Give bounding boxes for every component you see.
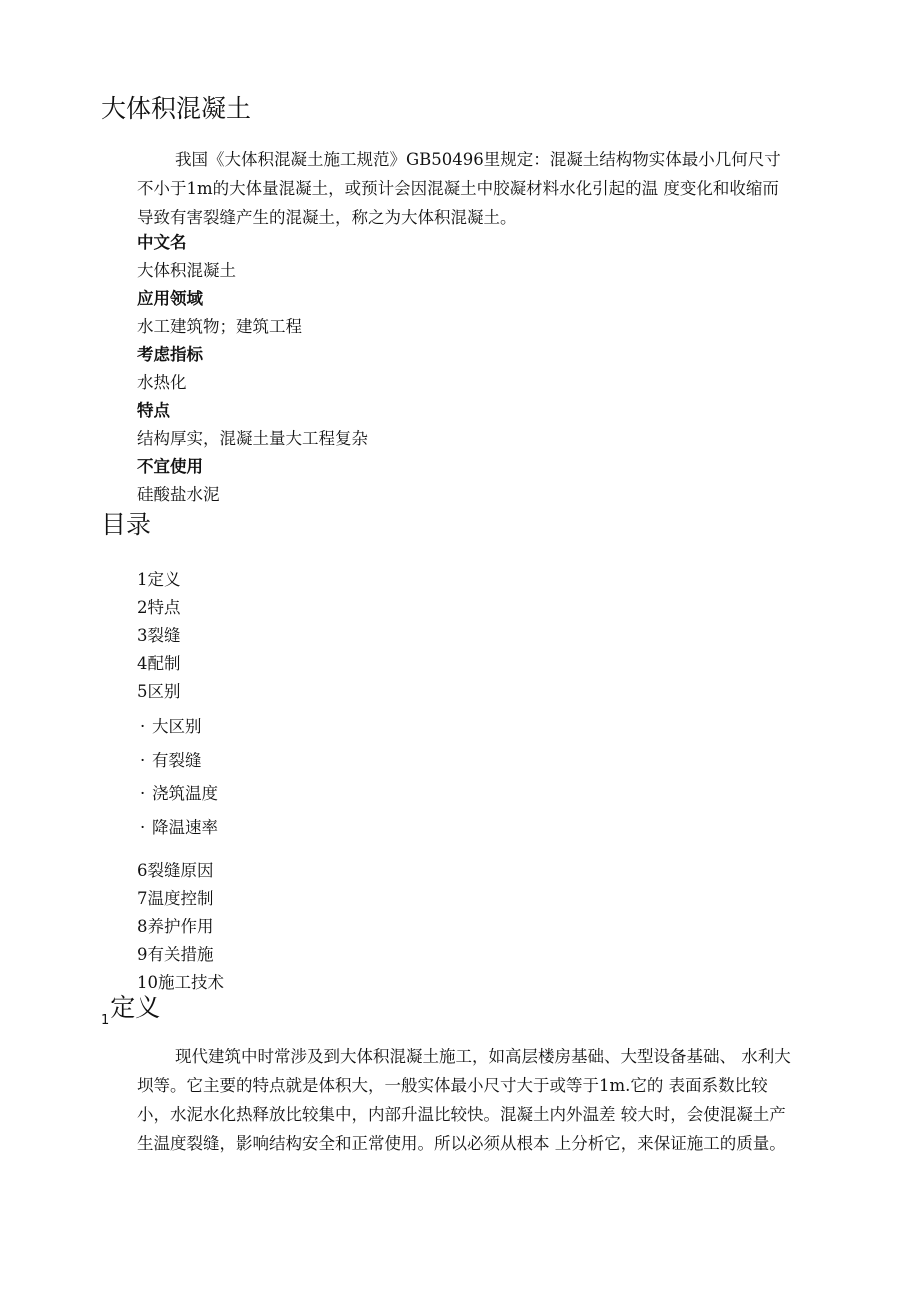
toc-heading: 目录: [101, 510, 152, 539]
info-label: 特点: [137, 401, 170, 420]
section-number: 1: [101, 1013, 110, 1028]
toc-subitem-label: 降温速率: [152, 817, 218, 837]
toc-subitem-label: 大区别: [152, 717, 202, 736]
toc-item-curing[interactable]: 8养护作用: [137, 917, 214, 936]
toc-item-definition[interactable]: 1定义: [137, 570, 181, 589]
toc-subitem[interactable]: [137, 816, 537, 850]
info-label: 中文名: [137, 233, 187, 252]
info-label: 应用领域: [137, 289, 203, 308]
bullet-icon: ·: [140, 750, 146, 770]
intro-paragraph: 我国《大体积混凝土施工规范》GB50496里规定：混凝土结构物实体最小几何尺寸不小于1m的大体量混凝土，或预计会因混凝土中胶凝材料水化引起的温 度变化和收缩而导致有害裂缝产生的混凝土，称之为大体积混凝土。: [137, 150, 781, 227]
toc-subitem[interactable]: [137, 749, 537, 783]
section-paragraph: 现代建筑中时常涉及到大体积混凝土施工，如高层楼房基础、大型设备基础、 水利大坝等。它主要的特点就是体积大，一般实体最小尺寸大于或等于1m.它的 表面系数比较小，水泥水化热释放比较集中，内部升温比较快。混凝土内外温差 较大时，会使混凝土产生温度裂缝，影响结构安全和正常使用。所以必须从根本 上分析它，来保证施工的质量。: [137, 1047, 791, 1153]
info-value: 硅酸盐水泥: [137, 485, 220, 504]
info-value: 大体积混凝土: [137, 261, 236, 280]
bullet-icon: ·: [140, 784, 146, 803]
toc-item-features[interactable]: 2特点: [137, 598, 181, 617]
toc-item-mix[interactable]: 4配制: [137, 654, 181, 673]
info-label: 考虑指标: [137, 345, 203, 364]
info-value: 水工建筑物；建筑工程: [137, 317, 302, 336]
table-of-contents: [137, 566, 537, 997]
toc-subitem-label: 浇筑温度: [152, 784, 218, 803]
toc-item-crack-causes[interactable]: 6裂缝原因: [137, 861, 214, 880]
toc-subitem[interactable]: [137, 715, 537, 749]
toc-subitem-label: 有裂缝: [152, 750, 202, 770]
info-value: 结构厚实，混凝土量大工程复杂: [137, 429, 368, 448]
section-title: 定义: [110, 993, 161, 1022]
toc-sub-list: [137, 706, 537, 857]
toc-item-construction-tech[interactable]: 10施工技术: [137, 973, 224, 992]
toc-item-temperature-control[interactable]: 7温度控制: [137, 889, 214, 908]
info-box: [137, 229, 737, 509]
info-label: 不宜使用: [137, 457, 203, 476]
bullet-icon: ·: [140, 817, 146, 837]
toc-item-difference[interactable]: 5区别: [137, 682, 181, 701]
toc-item-cracks[interactable]: 3裂缝: [137, 626, 181, 645]
page-title: 大体积混凝土: [101, 94, 252, 123]
toc-subitem[interactable]: [137, 782, 537, 816]
info-value: 水热化: [137, 373, 187, 392]
section-heading: [101, 992, 160, 1037]
bullet-icon: ·: [140, 717, 146, 736]
toc-item-measures[interactable]: 9有关措施: [137, 945, 214, 964]
